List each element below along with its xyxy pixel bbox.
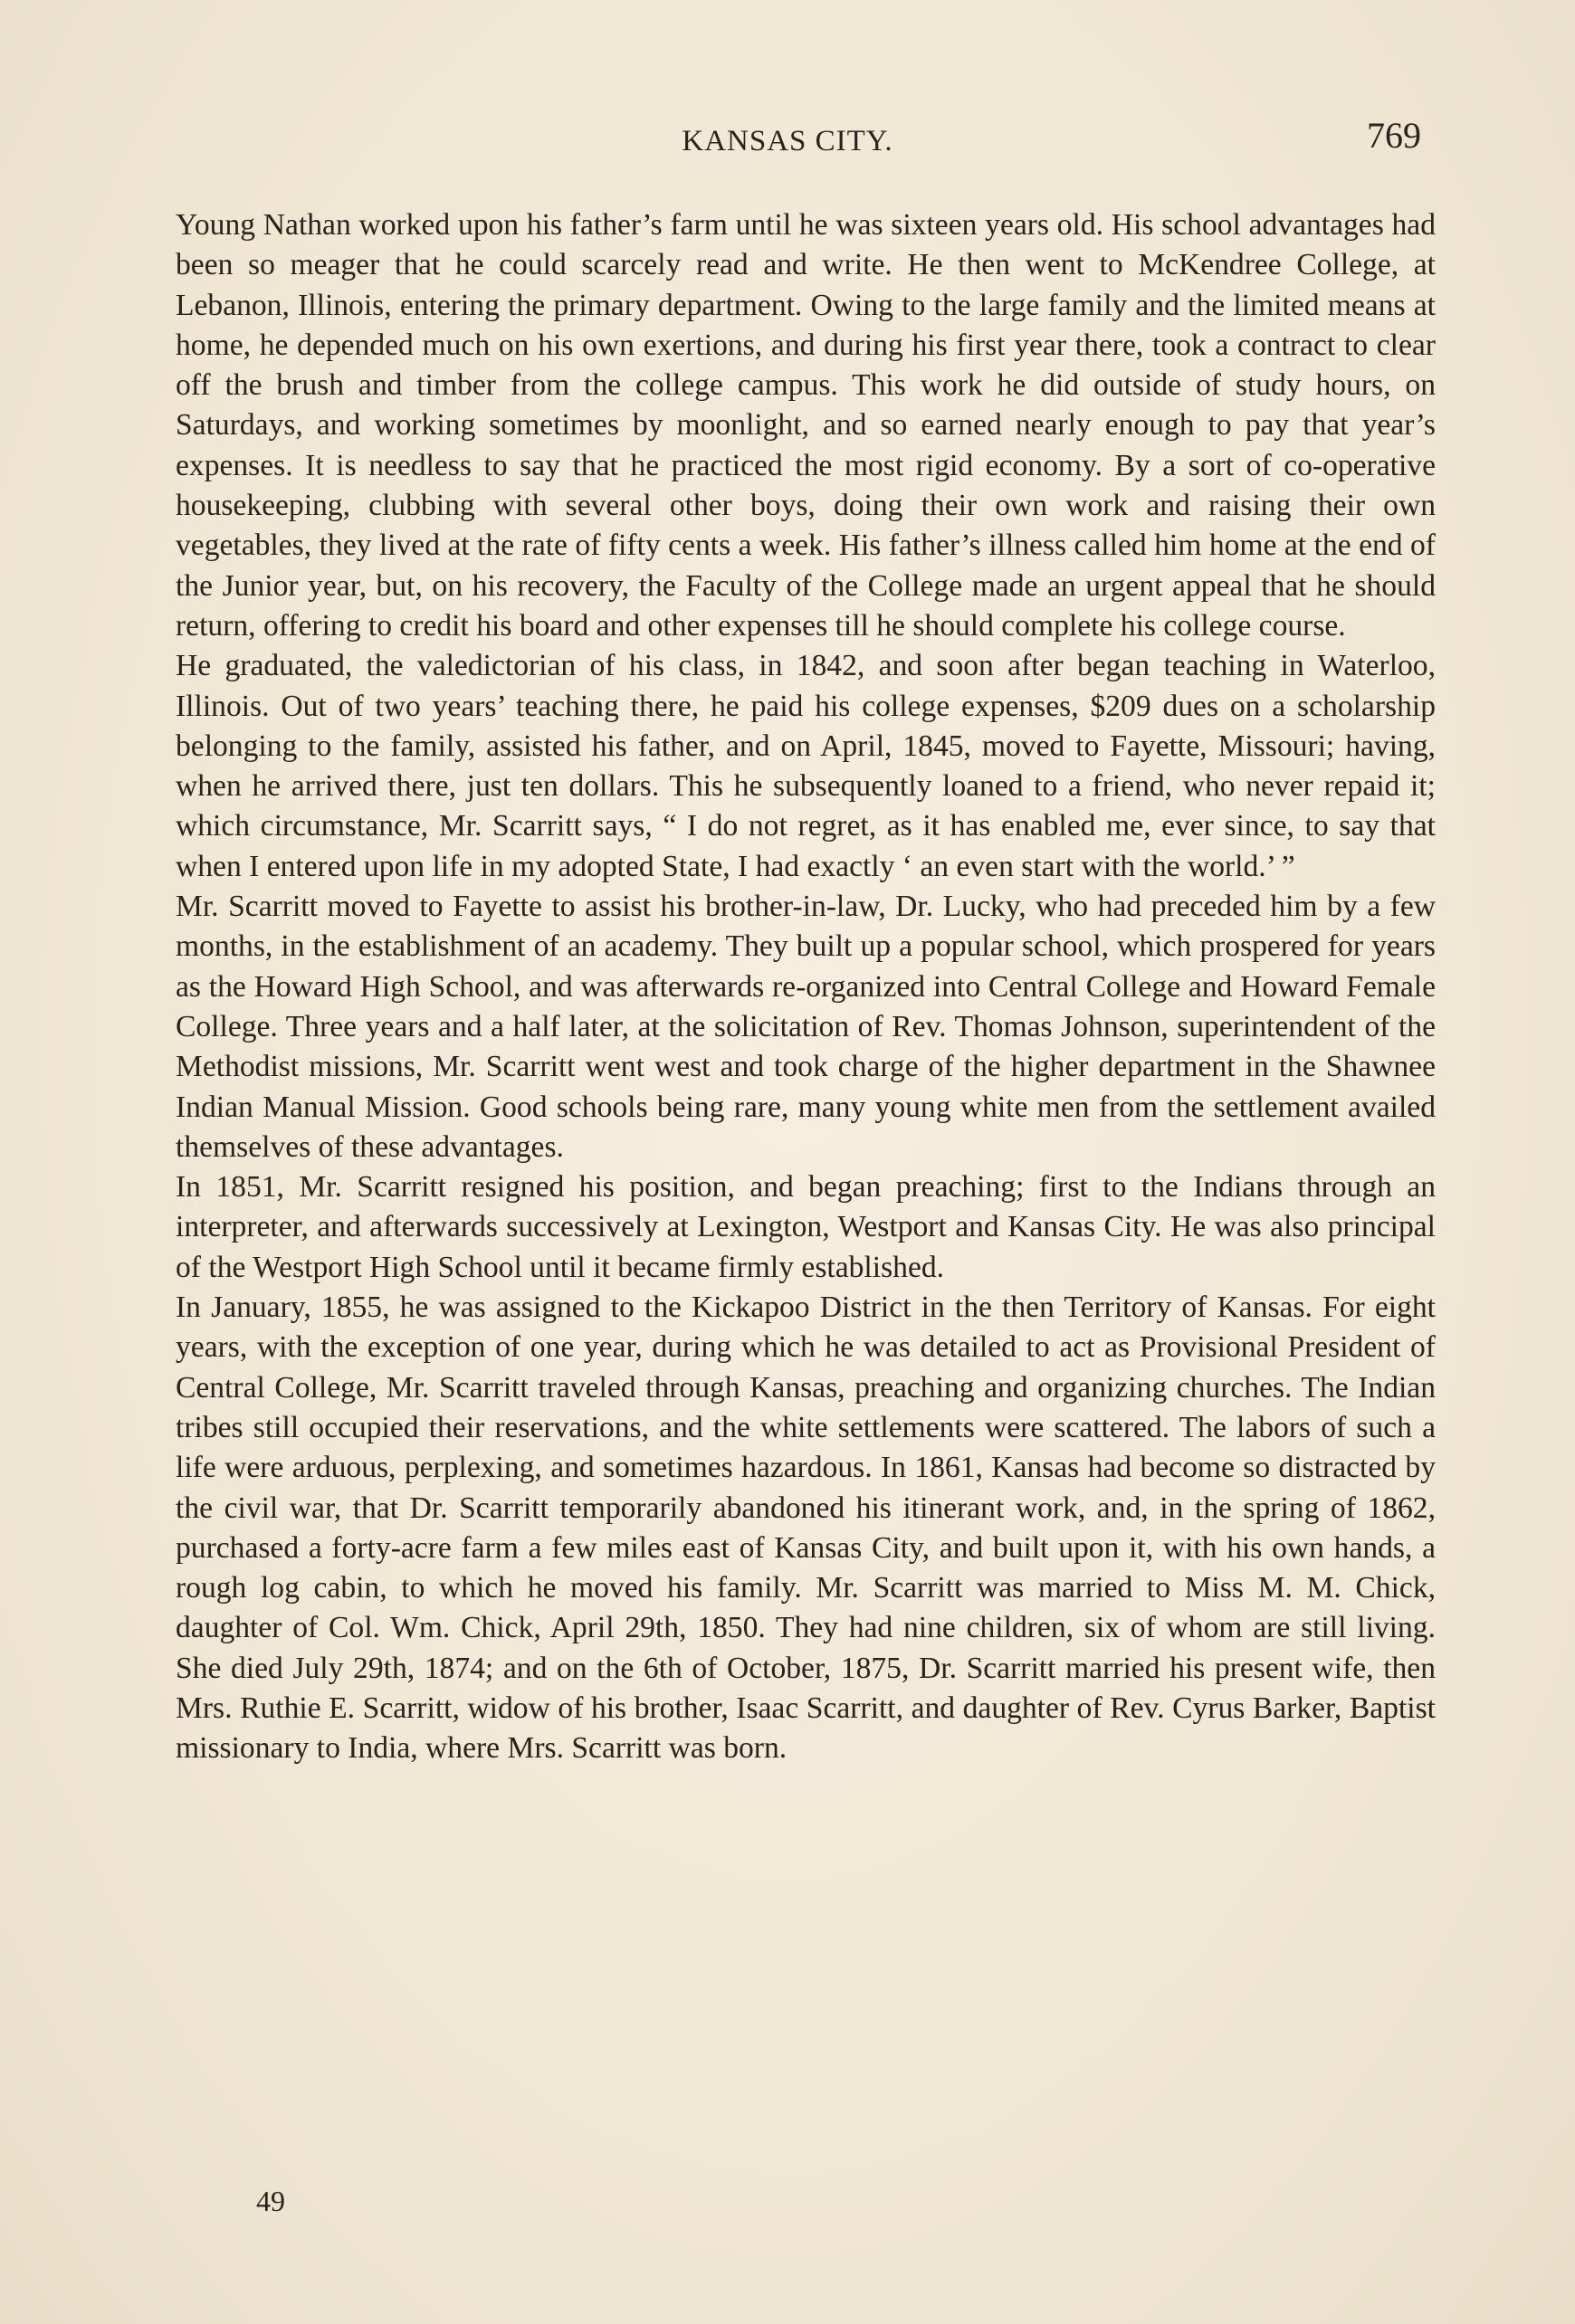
body-text: [176, 205, 1436, 1769]
paragraph: Mr. Scarritt moved to Fayette to assist his brother-in-law, Dr. Lucky, who had preceded him by a few months, in the establishment of an academy. They built up a popular school, which prospered for years as the Howard High School, and was afterwards re-organized into Central College and Howard Female College. Three years and a half later, at the solicitation of Rev. Thomas Johnson, superintendent of the Methodist missions, Mr. Scarritt went west and took charge of the higher department in the Shawnee Indian Manual Mission. Good schools being rare, many young white men from the settlement availed themselves of these advantages.: [176, 890, 1436, 1164]
paragraph: Young Nathan worked upon his father’s farm until he was sixteen years old. His school advantages had been so meager that he could scarcely read and write. He then went to McKendree College, at Lebanon, Illinois, entering the primary department. Owing to the large family and the limited means at home, he depended much on his own exertions, and during his first year there, took a contract to clear off the brush and timber from the college campus. This work he did outside of study hours, on Saturdays, and working sometimes by moonlight, and so earned nearly enough to pay that year’s expenses. It is needless to say that he practiced the most rigid economy. By a sort of co-operative housekeeping, clubbing with several other boys, doing their own work and raising their own vegetables, they lived at the rate of fifty cents a week. His father’s illness called him home at the end of the Junior year, but, on his recovery, the Faculty of the College made an urgent appeal that he should return, offering to credit his board and other expenses till he should complete his college course.: [176, 208, 1436, 643]
page-number: 769: [1367, 115, 1421, 156]
paragraph: In 1851, Mr. Scarritt resigned his position, and began preaching; first to the Indians through an interpreter, and afterwards successively at Lexington, Westport and Kansas City. He was also principal of the Westport High School until it became firmly established.: [176, 1170, 1436, 1284]
paragraph: He graduated, the valedictorian of his class, in 1842, and soon after began teaching in Waterloo, Illinois. Out of two years’ teaching there, he paid his college expenses, $209 dues on a scholarship belonging to the family, assisted his father, and on April, 1845, moved to Fayette, Missouri; having, when he arrived there, just ten dollars. This he subsequently loaned to a friend, who never repaid it; which circumstance, Mr. Scarritt says, “ I do not regret, as it has enabled me, ever since, to say that when I entered upon life in my adopted State, I had exactly ‘ an even start with the world.’ ”: [176, 649, 1436, 883]
signature-mark: 49: [256, 2185, 285, 2217]
running-title: KANSAS CITY.: [682, 125, 893, 157]
paragraph: In January, 1855, he was assigned to the Kickapoo District in the then Territory of Kansas. For eight years, with the exception of one year, during which he was detailed to act as Provisional President of Central College, Mr. Scarritt traveled through Kansas, preaching and organizing churches. The Indian tribes still occupied their reservations, and the white settlements were scattered. The labors of such a life were arduous, perplexing, and sometimes hazardous. In 1861, Kansas had become so distracted by the civil war, that Dr. Scarritt temporarily abandoned his itinerant work, and, in the spring of 1862, purchased a forty-acre farm a few miles east of Kansas City, and built upon it, with his own hands, a rough log cabin, to which he moved his family. Mr. Scarritt was married to Miss M. M. Chick, daughter of Col. Wm. Chick, April 29th, 1850. They had nine children, six of whom are still living. She died July 29th, 1874; and on the 6th of October, 1875, Dr. Scarritt married his present wife, then Mrs. Ruthie E. Scarritt, widow of his brother, Isaac Scarritt, and daughter of Rev. Cyrus Barker, Baptist missionary to India, where Mrs. Scarritt was born.: [176, 1291, 1436, 1766]
